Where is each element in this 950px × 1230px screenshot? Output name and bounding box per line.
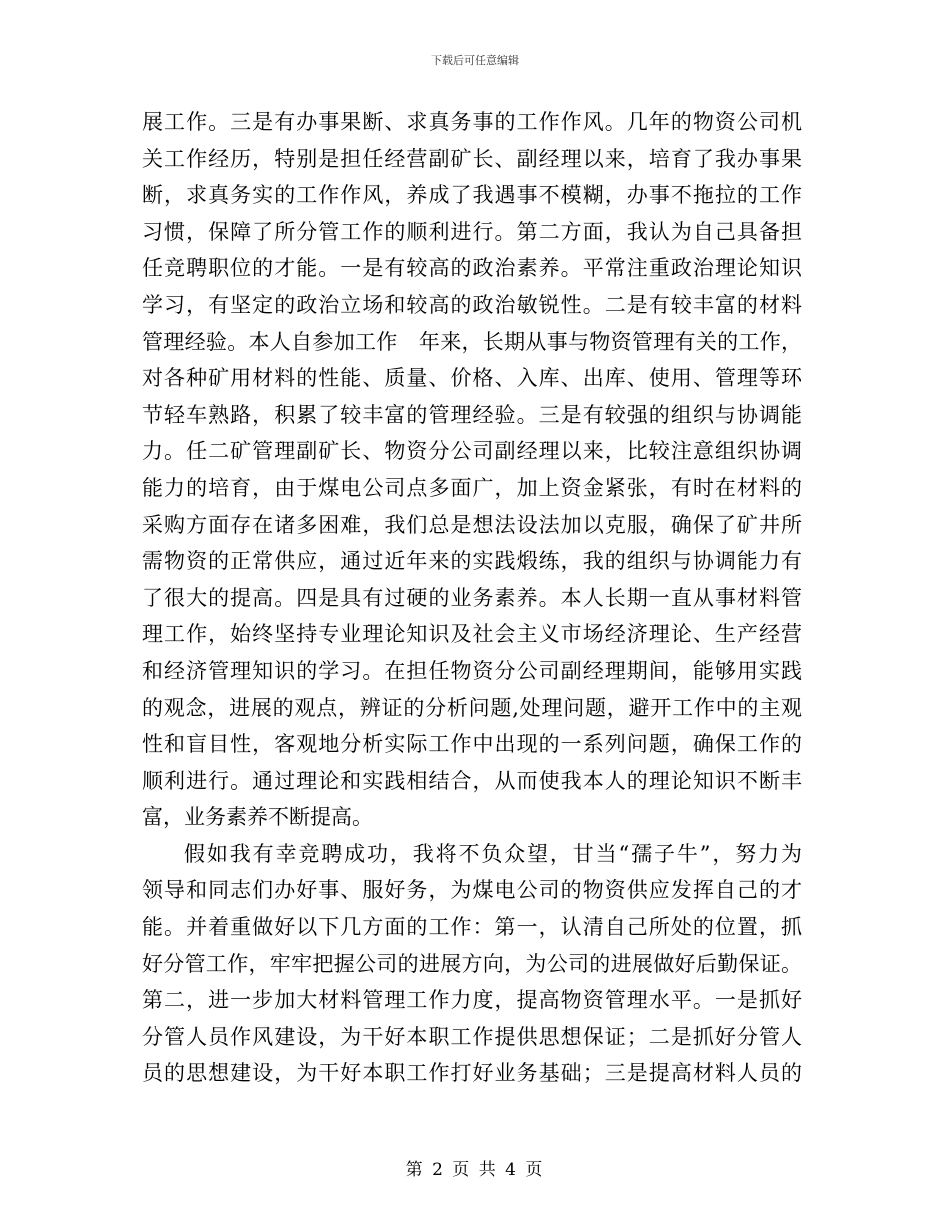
text-line: 对各种矿用材料的性能、质量、价格、入库、出库、使用、管理等环	[142, 366, 802, 391]
text-line: 任竞聘职位的才能。一是有较高的政治素养。平常注重政治理论知识	[142, 256, 802, 281]
paragraph-2	[142, 836, 802, 1092]
text-line: 第二，进一步加大材料管理工作力度，提高物资管理水平。一是抓好	[142, 988, 802, 1013]
text-line: 学习，有坚定的政治立场和较高的政治敏锐性。二是有较丰富的材料	[142, 292, 802, 317]
text-line: 关工作经历，特别是担任经营副矿长、副经理以来，培育了我办事果	[142, 146, 802, 171]
text-line: 顺利进行。通过理论和实践相结合，从而使我本人的理论知识不断丰	[142, 768, 802, 793]
text-line: 和经济管理知识的学习。在担任物资分公司副经理期间，能够用实践	[142, 658, 802, 683]
text-line: 假如我有幸竞聘成功，我将不负众望，甘当“孺子牛”，努力为	[184, 841, 802, 866]
text-line: 员的思想建设，为干好本职工作打好业务基础；三是提高材料人员的	[142, 1061, 802, 1086]
text-line: 的观念，进展的观点，辨证的分析问题,处理问题，避开工作中的主观	[142, 695, 802, 720]
text-line: 富，业务素养不断提高。	[142, 805, 373, 830]
text-line: 能。并着重做好以下几方面的工作：第一，认清自己所处的位置，抓	[142, 915, 802, 940]
paragraph-1	[142, 104, 802, 836]
text-line: 力。任二矿管理副矿长、物资分公司副经理以来，比较注意组织协调	[142, 439, 802, 464]
text-line: 节轻车熟路，积累了较丰富的管理经验。三是有较强的组织与协调能	[142, 402, 802, 427]
text-line: 能力的培育，由于煤电公司点多面广，加上资金紧张，有时在材料的	[142, 475, 802, 500]
text-line: 展工作。三是有办事果断、求真务事的工作作风。几年的物资公司机	[142, 110, 802, 134]
text-line: 性和盲目性，客观地分析实际工作中出现的一系列问题，确保工作的	[142, 732, 802, 757]
text-line: 断，求真务实的工作作风，养成了我遇事不模糊，办事不拖拉的工作	[142, 183, 802, 208]
document-body	[142, 104, 802, 1092]
text-line: 了很大的提高。四是具有过硬的业务素养。本人长期一直从事材料管	[142, 585, 802, 610]
text-line: 习惯，保障了所分管工作的顺利进行。第二方面，我认为自己具备担	[142, 219, 802, 244]
text-line: 理工作，始终坚持专业理论知识及社会主义市场经济理论、生产经营	[142, 622, 802, 647]
text-line: 领导和同志们办好事、服好务，为煤电公司的物资供应发挥自己的才	[142, 878, 802, 903]
text-line: 管理经验。本人自参加工作 年来，长期从事与物资管理有关的工作，	[142, 329, 802, 354]
text-line: 采购方面存在诸多困难，我们总是想法设法加以克服，确保了矿井所	[142, 512, 802, 537]
page-number: 第 2 页 共 4 页	[405, 1160, 545, 1180]
text-line: 分管人员作风建设，为干好本职工作提供思想保证；二是抓好分管人	[142, 1024, 802, 1049]
text-line: 需物资的正常供应，通过近年来的实践煅练，我的组织与协调能力有	[142, 549, 802, 574]
text-line: 好分管工作，牢牢把握公司的进展方向，为公司的进展做好后勤保证。	[142, 951, 802, 976]
page-header-note: 下载后可任意编辑	[431, 54, 519, 67]
